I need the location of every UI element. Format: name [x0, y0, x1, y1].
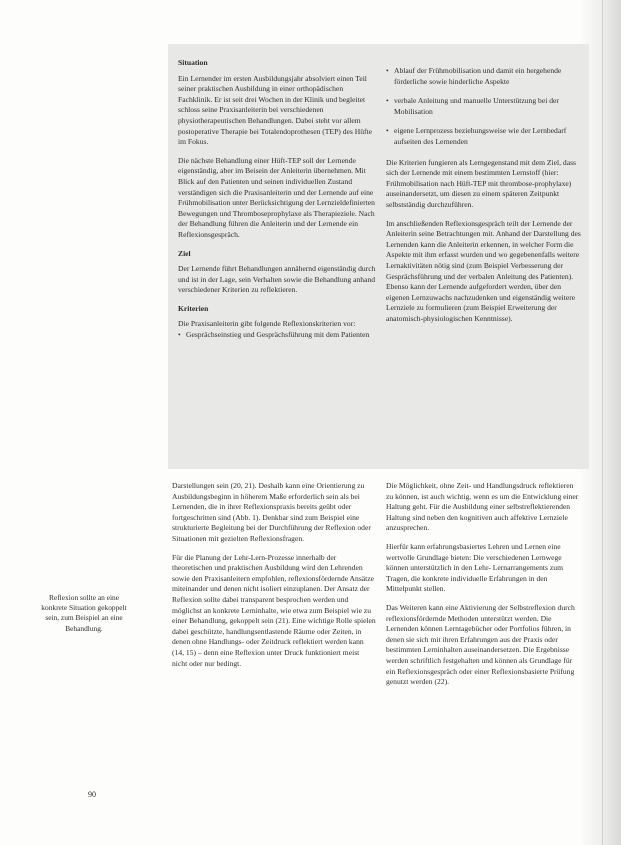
criteria-list-left: [178, 330, 376, 341]
body-right-paragraph-1: Die Möglichkeit, ohne Zeit- und Handlungsdruck reflektieren zu können, ist auch wichtig, wenn es um die Entwicklung einer Haltung geht. Für die Ausbildung einer selbstreflektierenden Haltung sind neben den kognitiven auch affektive Lernziele anzusprechen.: [386, 481, 579, 533]
box-right-column: [386, 66, 581, 332]
body-left-paragraph-1: Darstellungen sein (20, 21). Deshalb kann eine Orientierung zu Ausbildungsbeginn in höherem Maße erforderlich sein als bei Lernenden, die in ihrer Reflexionspraxis bereits geübt oder fortgeschritten sind (Abb. 1). Denkbar sind zum Beispiel eine strukturierte Begleitung bei der Durchführung der Reflexion oder Situationen mit gezielten Reflexionsfragen.: [172, 481, 371, 543]
page-number: 90: [88, 790, 96, 799]
situation-heading: Situation: [178, 58, 208, 67]
body-right-paragraph-3: Das Weiteren kann eine Aktivierung der Selbstreflexion durch reflexionsfördernde Methoden unterstützt werden. Die Lernenden können Lerntagebücher oder Portfolios führen, in denen sie sich mit ihren Erfahrungen aus der Praxis oder bestimmten Lerninhalten auseinandersetzen. Die Ergebnisse werden schriftlich festgehalten und können als Grundlage für ein Reflexionsgespräch oder einer Reflexionsbasierte Prüfung genutzt werden (22).: [386, 602, 575, 687]
page-edge: [602, 0, 603, 845]
body-left-column: [172, 481, 376, 677]
body-left-paragraph-2: Für die Planung der Lehr-Lern-Prozesse innerhalb der theoretischen und praktischen Ausbildung wird den Lehrenden sowie den Praxisanleitern empfohlen, reflexionsfördernde Ansätze miteinander und denen nicht isoliert einzuplanen. Der Ansatz der Reflexion sollte dabei transparent besprochen werden und möglichst an konkrete Lerninhalte, wie etwa zum Beispiel wie zu einer Behandlung, gekoppelt sein (21). Eine wichtige Rolle spielen dabei geschützte, handlungsentlastende Räume oder Zeiten, in denen ohne Handlungs- oder Zeitdruck reflektiert werden kann (14, 15) – denn eine Reflexion unter Druck funktioniert meist nicht oder nur bedingt.: [172, 552, 376, 668]
box-right-paragraph-2: Im anschließenden Reflexionsgespräch teilt der Lernende der Anleiterin seine Betrachtungen mit. Anhand der Darstellung des Lernenden kann die Anleiterin erkennen, in welcher Form die Aspekte mit ihm erfasst wurden und wo gegebenenfalls weitere Lernaktivitäten nötig sind (zum Beispiel Verbesserung der Gesprächsführung und der verbalen Anleitung des Patienten). Ebenso kann der Lernende aufgefordert werden, über den eigenen Lernzuwachs nachzudenken und eigenständig weitere Lernziele zu formulieren (zum Beispiel Erweiterung der anatomisch-physiologischen Kenntnisse).: [386, 218, 581, 323]
goal-heading: Ziel: [178, 248, 191, 258]
list-item: • Ablauf der Frühmobilisation und damit ein hergehende förderliche sowie hinderliche Aspekte: [386, 66, 581, 87]
situation-paragraph-2: Die nächste Behandlung einer Hüft-TEP soll der Lernende eigenständig, aber im Beisein der Anleiterin übernehmen. Mit Blick auf den Patienten und seinen individuellen Zustand verständigen sich die Praxisanleiterin und der Lernende auf eine Frühmobilisation unter Berücksichtigung der Lernzieldefinierten Bewegungen und Thromboseprophylaxe als Therapieziele. Nach der Behandlung führen die Anleiterin und der Lernende ein Reflexionsgespräch.: [178, 155, 375, 239]
criteria-heading: Kriterien: [178, 303, 209, 313]
body-right-paragraph-2: Hierfür kann erfahrungsbasiertes Lehren und Lernen eine wertvolle Grundlage bieten: Die verschiedenen Lernwege können unterstützlich in den Lehr- Lernarrangements zum Tragen, die konkrete individuelle Erfahrungen in den Mittelpunkt stellen.: [386, 541, 563, 594]
list-item: • Gesprächseinstieg und Gesprächsführung mit dem Patienten: [178, 330, 376, 341]
margin-note: Reflexion sollte an eine konkrete Situation gekoppelt sein, zum Beispiel an eine Behandlung.: [41, 593, 127, 633]
box-left-column: [178, 58, 376, 341]
body-right-column: [386, 481, 581, 696]
list-item: • eigene Lernprozess beziehungsweise wie der Lernbedarf aufseiten des Lernenden: [386, 126, 581, 147]
criteria-list-right: [386, 66, 581, 148]
criteria-intro: Die Praxisanleiterin gibt folgende Reflexionskriterien vor:: [178, 319, 356, 329]
goal-paragraph: Der Lernende führt Behandlungen annähernd eigenständig durch und ist in der Lage, sein Verhalten sowie die Behandlung anhand verschiedener Kriterien zu reflektieren.: [178, 264, 376, 295]
box-right-paragraph-1: Die Kriterien fungieren als Lerngegenstand mit dem Ziel, dass sich der Lernende mit einem bestimmten Lernstoff (hier: Frühmobilisation nach Hüft-TEP mit thrombose-prophylaxe) auseinandersetzt, um diesen zu einem späteren Zeitpunkt selbstständig durchzuführen.: [386, 157, 576, 209]
situation-paragraph-1: Ein Lernender im ersten Ausbildungsjahr absolviert einen Teil seiner praktischen Ausbildung in einer orthopädischen Fachklinik. Er ist seit drei Wochen in der Klinik und begleitet schloss seine Praxisanleiterin bei verschiedenen physiotherapeutischen Behandlungen. Dabei steht vor allem postoperative Therapie bei Totalendoprothesen (TEP) des Hüfte im Fokus.: [178, 73, 373, 147]
list-item: • verbale Anleitung und manuelle Unterstützung bei der Mobilisation: [386, 96, 581, 117]
